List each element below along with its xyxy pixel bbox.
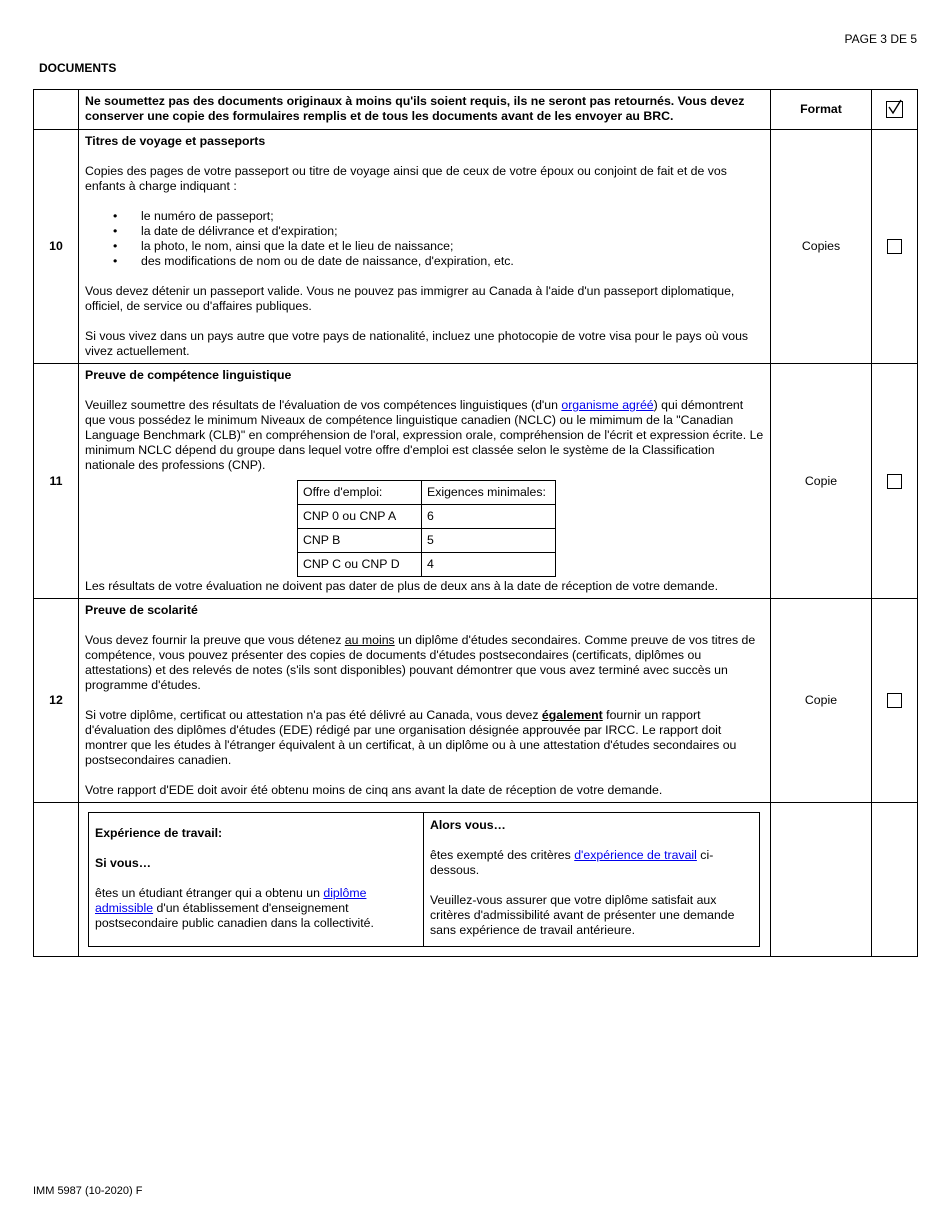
row-number xyxy=(34,803,79,957)
work-then-cell xyxy=(424,813,760,947)
section-title: DOCUMENTS xyxy=(39,61,117,75)
row-check-cell xyxy=(872,364,918,599)
checked-box-icon xyxy=(886,101,903,118)
list-item: • la date de délivrance et d'expiration; xyxy=(113,224,338,238)
table-row xyxy=(298,481,556,505)
row11-note: Les résultats de votre évaluation ne doivent pas dater de plus de deux ans à la date de réception de votre demande. xyxy=(85,579,719,593)
row-description xyxy=(79,803,771,957)
row12-checkbox[interactable] xyxy=(887,693,902,708)
emphasis-text: également xyxy=(541,708,603,722)
row-format: Copies xyxy=(771,130,872,364)
table-header: Offre d'emploi: xyxy=(298,481,422,505)
table-row xyxy=(298,529,556,553)
header-format: Format xyxy=(771,90,872,130)
row-description xyxy=(79,599,771,803)
row-title: Preuve de scolarité xyxy=(85,603,198,617)
row11-checkbox[interactable] xyxy=(887,474,902,489)
table-header: Exigences minimales: xyxy=(422,481,556,505)
row-format xyxy=(771,803,872,957)
work-if-cell xyxy=(89,813,424,947)
row-format: Copie xyxy=(771,364,872,599)
form-code-footer: IMM 5987 (10-2020) F xyxy=(33,1185,143,1197)
row-work-experience xyxy=(34,803,918,957)
table-row xyxy=(298,553,556,577)
row-format: Copie xyxy=(771,599,872,803)
row-number: 12 xyxy=(34,599,79,803)
row-check-cell xyxy=(872,803,918,957)
work-then-para2: Veuillez-vous assurer que votre diplôme satisfait aux critères d'admissibilité avant de présenter une demande sans expérience de travail antérieure. xyxy=(430,893,735,937)
page-number: PAGE 3 DE 5 xyxy=(844,32,917,46)
table-cell: 6 xyxy=(422,505,556,529)
row-10 xyxy=(34,130,918,364)
organisme-agree-link[interactable]: organisme agréé xyxy=(561,398,654,412)
header-blank-cell xyxy=(34,90,79,130)
list-item: • des modifications de nom ou de date de naissance, d'expiration, etc. xyxy=(113,254,514,268)
passport-bullets xyxy=(85,209,765,269)
table-cell: 4 xyxy=(422,553,556,577)
list-item: • la photo, le nom, ainsi que la date et le lieu de naissance; xyxy=(113,239,454,253)
diplome-admissible-link[interactable]: diplôme admissible xyxy=(95,886,367,915)
row-description xyxy=(79,364,771,599)
header-instructions: Ne soumettez pas des documents originaux à moins qu'ils soient requis, ils ne seront pas retournés. Vous devez conserver une copie des formulaires remplis et de tous les documents avant de les envoyer au BRC. xyxy=(79,90,771,130)
work-title: Expérience de travail: xyxy=(95,826,223,840)
row-12 xyxy=(34,599,918,803)
documents-table xyxy=(33,89,918,957)
work-experience-table xyxy=(88,812,760,947)
row10-para3: Si vous vivez dans un pays autre que votre pays de nationalité, incluez une photocopie de votre visa pour le pays où vous vivez actuellement. xyxy=(85,329,749,358)
work-then-text: êtes exempté des critères d'expérience de travail ci-dessous. xyxy=(430,848,714,877)
table-row xyxy=(298,505,556,529)
work-then-label: Alors vous… xyxy=(430,818,506,832)
language-requirements-table xyxy=(297,480,556,577)
row10-intro: Copies des pages de votre passeport ou titre de voyage ainsi que de ceux de votre époux ou conjoint de fait et de vos enfants à charge indiquant : xyxy=(85,164,727,193)
row10-para2: Vous devez détenir un passeport valide. Vous ne pouvez pas immigrer au Canada à l'aide d'un passeport diplomatique, officiel, de service ou d'affaires publiques. xyxy=(85,284,735,313)
table-cell: CNP C ou CNP D xyxy=(298,553,422,577)
row-title: Preuve de compétence linguistique xyxy=(85,368,292,382)
header-row xyxy=(34,90,918,130)
experience-travail-link[interactable]: d'expérience de travail xyxy=(574,848,697,862)
emphasis-text: au moins xyxy=(344,633,395,647)
work-if-text: êtes un étudiant étranger qui a obtenu un diplôme admissible d'un établissement d'enseignement postsecondaire public canadien dans la collectivité. xyxy=(95,886,374,930)
row12-para3: Votre rapport d'EDE doit avoir été obtenu moins de cinq ans avant la date de réception de votre demande. xyxy=(85,783,663,797)
row12-para1: Vous devez fournir la preuve que vous détenez au moins un diplôme d'études secondaires. Comme preuve de vos titres de compétence, vous pouvez présenter des copies de documents d'études postsecondaires (certificats, diplômes ou attestations) et des relevés de notes (s'ils sont disponibles) pouvant démontrer que vous avez terminé avec succès un programme d'études. xyxy=(85,633,756,692)
table-cell: CNP B xyxy=(298,529,422,553)
work-if-label: Si vous… xyxy=(95,856,152,870)
row-number: 11 xyxy=(34,364,79,599)
row-check-cell xyxy=(872,130,918,364)
list-item: • le numéro de passeport; xyxy=(113,209,274,223)
table-cell: CNP 0 ou CNP A xyxy=(298,505,422,529)
table-row xyxy=(89,813,760,947)
row11-para1: Veuillez soumettre des résultats de l'évaluation de vos compétences linguistiques (d'un organisme agréé) qui démontrent que vous possédez le minimum Niveaux de compétence linguistique canadien (NCLC) ou le mimimum de la "Canadian Language Benchmark (CLB)" en compréhension de l'oral, expression orale, compréhension de l'écrit et expression écrite. Le minimum NCLC dépend du groupe dans lequel votre offre d'emploi est classée selon le système de la Classification nationale des professions (CNP). xyxy=(85,398,764,472)
header-check-cell xyxy=(872,90,918,130)
row-11 xyxy=(34,364,918,599)
row-description xyxy=(79,130,771,364)
table-cell: 5 xyxy=(422,529,556,553)
row-title: Titres de voyage et passeports xyxy=(85,134,266,148)
row10-checkbox[interactable] xyxy=(887,239,902,254)
row-number: 10 xyxy=(34,130,79,364)
row12-para2: Si votre diplôme, certificat ou attestation n'a pas été délivré au Canada, vous devez également fournir un rapport d'évaluation des diplômes d'études (EDE) rédigé par une organisation désignée approuvée par IRCC. Le rapport doit montrer que les études à l'étranger équivalent à un certificat, à un diplôme ou à une attestation d'études secondaires ou postsecondaires canadien. xyxy=(85,708,737,767)
row-check-cell xyxy=(872,599,918,803)
